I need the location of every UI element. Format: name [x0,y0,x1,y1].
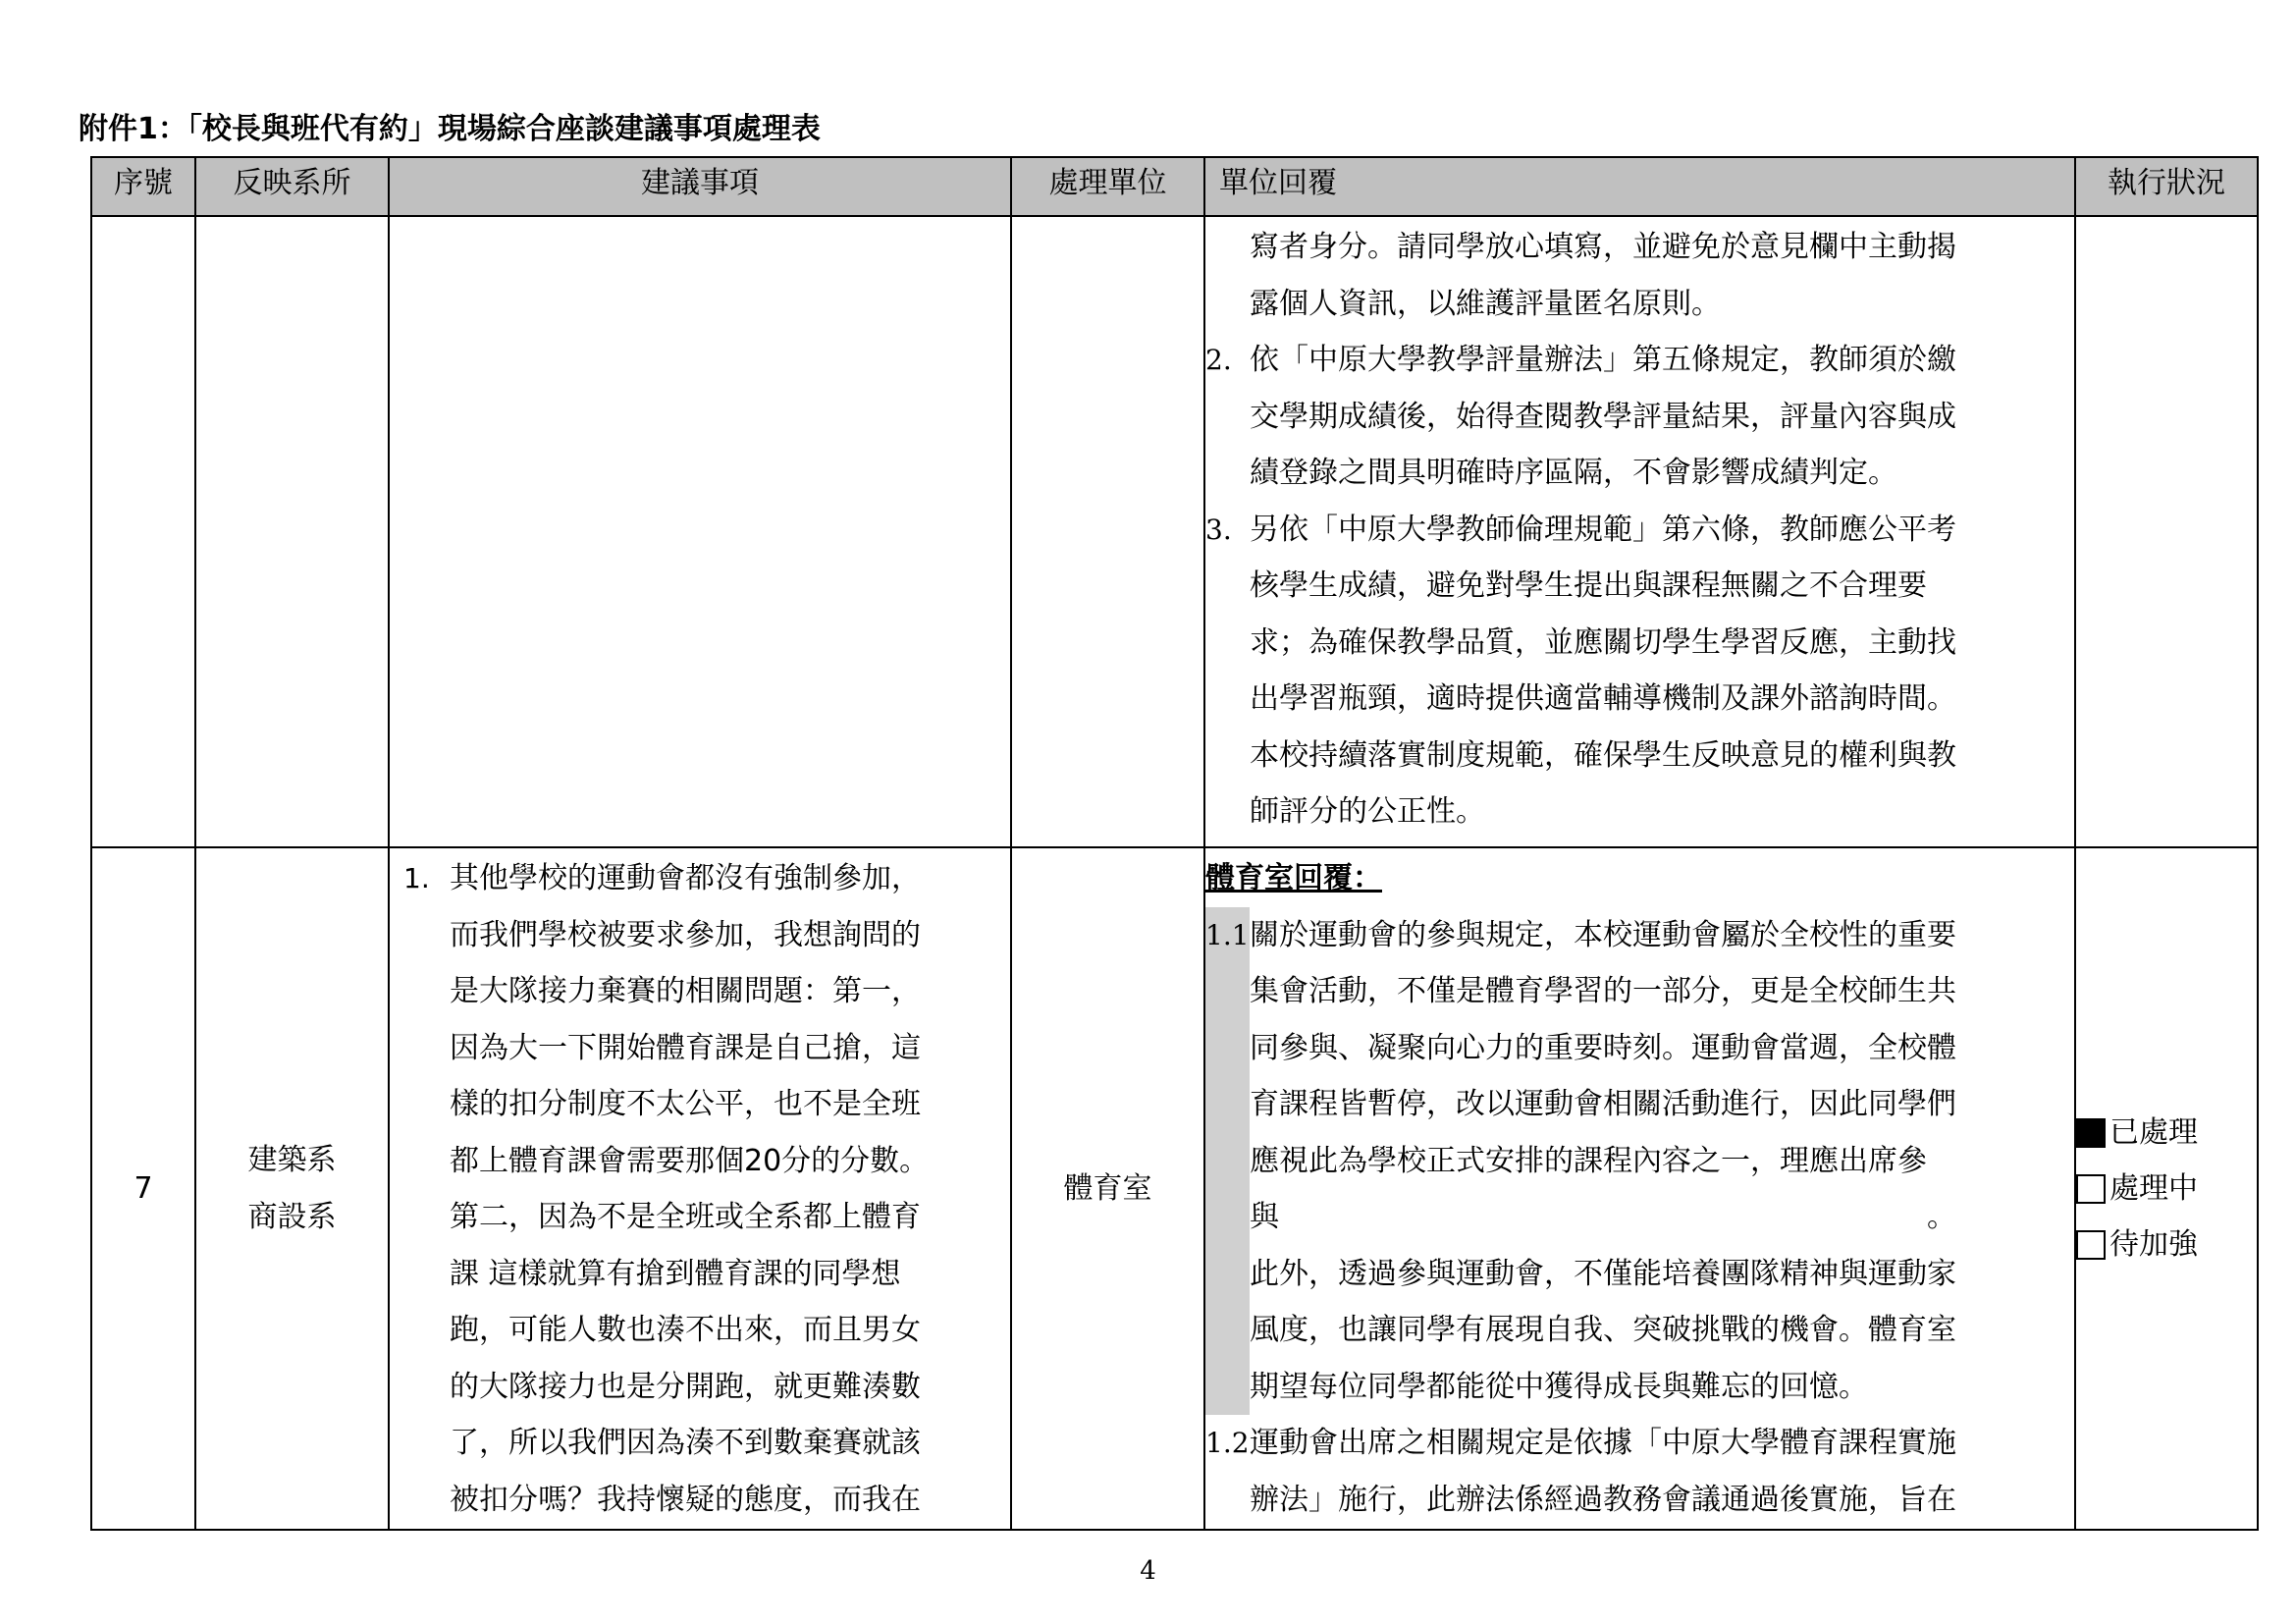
reply-line: 核學生成績，避免對學生提出與課程無關之不合理要 [1250,568,1927,603]
header-no: 序號 [91,157,195,216]
checkbox-icon[interactable] [2076,1230,2106,1260]
cell-suggestion [389,847,1011,1530]
reply-line: 關於運動會的參與規定，本校運動會屬於全校性的重要 [1250,917,1956,952]
table-row [91,847,2258,1530]
status-option-improve[interactable] [2076,1217,2257,1272]
reply-item [1205,907,2074,1416]
reply-line: 期望每位同學都能從中獲得成長與難忘的回憶。 [1250,1369,1868,1404]
suggestion-line: 而我們學校被要求參加，我想詢問的 [450,917,921,952]
reply-line: 露個人資訊，以維護評量匿名原則。 [1250,286,1721,321]
suggestion-line: 被扣分嗎？我持懷疑的態度，而我在 [450,1482,921,1517]
checkbox-checked-icon[interactable] [2076,1118,2106,1148]
cell-no [91,216,195,847]
reply-line: 與 。 [1250,1200,1956,1234]
checkbox-icon[interactable] [2076,1174,2106,1204]
cell-department [195,847,389,1530]
cell-reply [1204,216,2075,847]
header-suggestion: 建議事項 [389,157,1011,216]
reply-line: 績登錄之間具明確時序區隔，不會影響成績判定。 [1250,456,1897,490]
header-status: 執行狀況 [2075,157,2258,216]
cell-reply [1204,847,2075,1530]
proposal-table [90,156,2259,1531]
reply-item [1205,332,2074,502]
reply-line: 辦法」施行，此辦法係經過教務會議通過後實施，旨在 [1250,1482,1956,1517]
header-reply: 單位回覆 [1204,157,2075,216]
reply-line: 出學習瓶頸，適時提供適當輔導機制及課外諮詢時間。 [1250,681,1956,716]
reply-line: 應視此為學校正式安排的課程內容之一，理應出席參 [1250,1143,1927,1178]
table-header-row [91,157,2258,216]
cell-unit [1011,216,1204,847]
suggestion-line: 了，所以我們因為湊不到數棄賽就該 [450,1426,921,1460]
reply-line: 此外，透過參與運動會，不僅能培養團隊精神與運動家 [1250,1256,1956,1291]
table-row [91,216,2258,847]
reply-line: 寫者身分。請同學放心填寫，並避免於意見欄中主動揭 [1250,230,1956,264]
cell-suggestion [389,216,1011,847]
status-label: 待加強 [2109,1227,2198,1262]
reply-line: 風度，也讓同學有展現自我、突破挑戰的機會。體育室 [1250,1313,1956,1347]
page-number: 4 [1140,1556,1156,1586]
suggestion-line: 是大隊接力棄賽的相關問題：第一， [450,974,921,1008]
suggestion-line: 其他學校的運動會都沒有強制參加， [450,861,921,895]
reply-line: 本校持續落實制度規範，確保學生反映意見的權利與教 [1250,737,1956,773]
reply-line: 運動會出席之相關規定是依據「中原大學體育課程實施 [1250,1426,1956,1460]
item-number: 1.2 [1205,1427,1250,1459]
reply-line: 同參與、凝聚向心力的重要時刻。運動會當週，全校體 [1250,1030,1956,1065]
reply-item [1205,502,2074,840]
department-name: 商設系 [247,1199,337,1234]
reply-line: 依「中原大學教學評量辦法」第五條規定，教師須於繳 [1250,343,1956,377]
suggestion-line: 樣的扣分制度不太公平，也不是全班 [450,1087,921,1121]
suggestion-line: 跑，可能人數也湊不出來，而且男女 [450,1313,921,1347]
header-unit: 處理單位 [1011,157,1204,216]
item-number: 1. [403,862,430,894]
reply-line: 交學期成績後，始得查閱教學評量結果，評量內容與成 [1250,399,1956,434]
status-label: 已處理 [2109,1115,2198,1150]
reply-title: 體育室回覆： [1205,861,1382,895]
suggestion-line: 的大隊接力也是分開跑，就更難湊數 [450,1369,921,1404]
status-label: 處理中 [2109,1171,2198,1206]
item-number: 3. [1205,513,1232,546]
reply-line: 求；為確保教學品質，並應關切學生學習反應，主動找 [1250,624,1956,660]
cell-department [195,216,389,847]
header-department: 反映系所 [195,157,389,216]
reply-line: 另依「中原大學教師倫理規範」第六條，教師應公平考 [1250,512,1956,547]
suggestion-line: 課 這樣就算有搶到體育課的同學想 [450,1256,901,1291]
cell-no: 7 [91,847,195,1530]
reply-line: 集會活動，不僅是體育學習的一部分，更是全校師生共 [1250,974,1956,1008]
suggestion-line: 因為大一下開始體育課是自己搶，這 [450,1030,921,1065]
reply-line: 師評分的公正性。 [1250,794,1485,829]
suggestion-item [403,850,1010,1528]
cell-status [2075,216,2258,847]
suggestion-line: 第二，因為不是全班或全系都上體育 [450,1200,921,1234]
status-option-done[interactable] [2076,1105,2257,1161]
cell-status [2075,847,2258,1530]
document-title: 附件1：「校長與班代有約」現場綜合座談建議事項處理表 [79,112,821,146]
item-number: 1.1 [1205,907,1250,1416]
status-option-processing[interactable] [2076,1161,2257,1217]
department-name: 建築系 [247,1142,337,1177]
reply-item [1205,1415,2074,1528]
cell-unit: 體育室 [1011,847,1204,1530]
suggestion-line: 都上體育課會需要那個20分的分數。 [450,1143,930,1178]
reply-line: 育課程皆暫停，改以運動會相關活動進行，因此同學們 [1250,1087,1956,1121]
item-number: 2. [1205,344,1232,376]
